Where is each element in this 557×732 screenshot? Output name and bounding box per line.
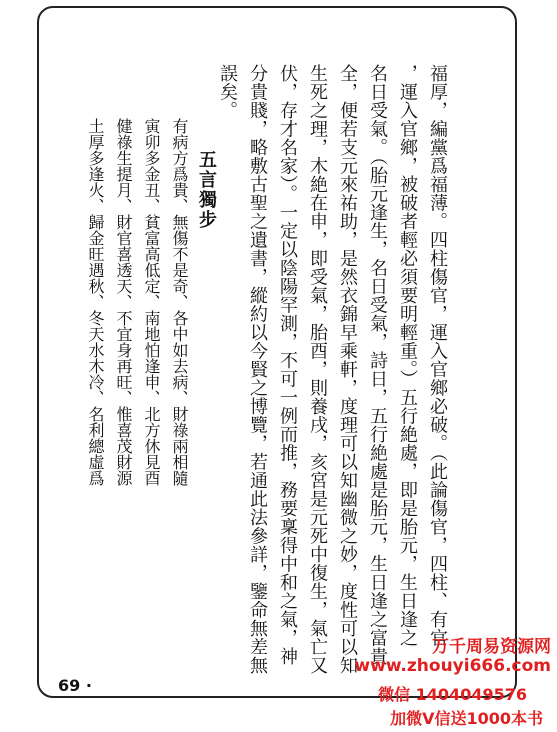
watermark-wechat: 微信 1404049576 (378, 685, 527, 704)
text-column-8: 誤矣。 (217, 64, 238, 120)
text-column-2: ，運入官鄉，被破者輕必須要明輕重。）五行絶處，即是胎元，生日逢之 (397, 64, 418, 647)
text-column-4: 全，便若支元來祐助，是然衣錦早乘軒，度理可以知幽微之妙，度性可以知 (337, 64, 358, 675)
text-column-5: 生死之理，木絶在申，即受氣，胎酉，則養戌，亥宮是元死中復生，氣亡又 (307, 64, 328, 675)
watermark-url: www.zhouyi666.com (354, 656, 551, 676)
text-column-3: 名日受氣。（胎元逢生，名日受氣，詩日，五行絶處是胎元，生日逢之富貴 (367, 64, 388, 666)
text-column-1: 福厚，編黨爲福薄。四柱傷官，運入官鄉必破。（此論傷官，四柱、有官 (427, 64, 448, 647)
text-column-7: 分貴賤，略敷古聖之遺書，縱約以今賢之博覽，若通此法參詳，鑒命無差無 (247, 64, 268, 675)
watermark-site-name: 万千周易资源网 (432, 637, 551, 657)
poem-column-3: 健祿生提月、財官喜透天、不宜身再旺、惟喜茂財源 (114, 118, 133, 486)
poem-column-1: 有病方爲貴、無傷不是奇、各中如去病、財祿兩相隨 (170, 118, 189, 486)
poem-column-2: 寅卯多金丑、貧富高低定、南地怕逢申、北方休見酉 (142, 118, 161, 486)
page-number: 69 · (58, 676, 92, 695)
text-column-6: 伏，存才名家）。一定以陰陽罕測，不可一例而推，務要稟得中和之氣，神 (277, 64, 298, 666)
watermark-promo: 加微V信送1000本书 (390, 709, 543, 728)
section-title: 五言獨步 (196, 150, 217, 230)
poem-column-4: 土厚多逢火、歸金旺遇秋、冬天水木冷、名利總虛爲 (86, 118, 105, 486)
